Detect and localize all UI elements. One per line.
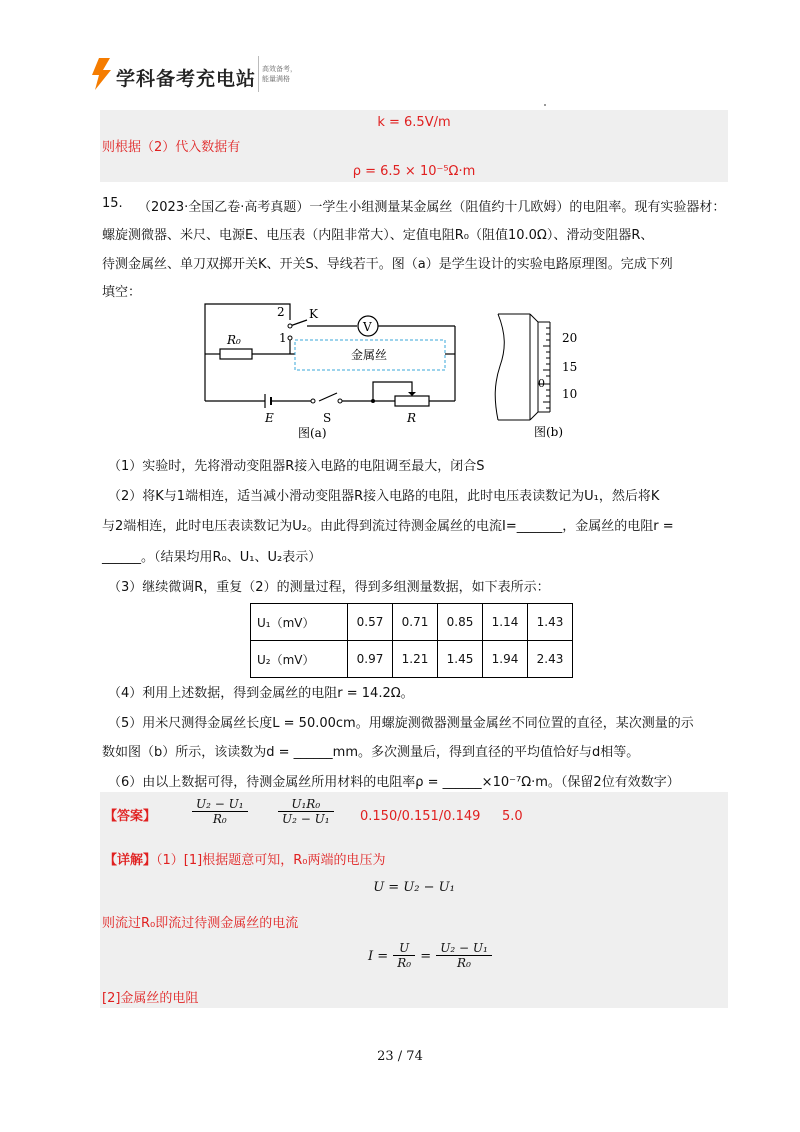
- frac-num: U₁R₀: [278, 797, 334, 812]
- caption-a: 图(a): [298, 426, 327, 440]
- table-row: [251, 604, 573, 641]
- sub-question-3: （3）继续微调R，重复（2）的测量过程，得到多组测量数据，如下表所示：: [108, 580, 550, 595]
- table-cell: 1.43: [528, 604, 573, 641]
- caption-b: 图(b): [534, 425, 564, 439]
- explain-line-3: [2]金属丝的电阻: [102, 991, 199, 1006]
- question-number: 15.: [102, 196, 123, 211]
- table-cell: 0.57: [348, 604, 393, 641]
- row-header-u1: U₁（mV）: [251, 604, 348, 641]
- page-number: 23 / 74: [377, 1049, 423, 1064]
- answer-resistance-formula: [278, 797, 334, 826]
- label-V: V: [363, 320, 372, 334]
- k-equation: k = 6.5V/m: [377, 115, 451, 130]
- brand-tagline: 高效备考，能量满格: [262, 65, 297, 83]
- label-wire: 金属丝: [351, 348, 388, 362]
- current-equation: I = $\frac{U}{\text{R₀}}$ = $\frac{\text{U₂ − U₁}}{\text{R₀}}$: [368, 941, 492, 970]
- answer-resistivity: 5.0: [502, 809, 523, 824]
- frac-den: R₀: [212, 812, 227, 826]
- tick-0: 0: [538, 377, 545, 390]
- explain-label: [104, 851, 385, 871]
- label-R0: R₀: [227, 333, 241, 347]
- sub-question-1: （1）实验时，先将滑动变阻器R接入电路的电阻调至最大，闭合S: [108, 459, 485, 474]
- prev-then-text: 则根据（2）代入数据有: [102, 140, 241, 155]
- answer-diameter: 0.150/0.151/0.149: [360, 809, 481, 824]
- table-cell: 1.21: [393, 641, 438, 678]
- sub-question-4: （4）利用上述数据，得到金属丝的电阻r = 14.2Ω。: [108, 686, 414, 701]
- tick-20: 20: [562, 331, 578, 345]
- explain-line-2: 则流过R₀即流过待测金属丝的电流: [102, 916, 299, 931]
- decor-dot: [544, 104, 546, 106]
- sub-question-5b: 数如图（b）所示，该读数为d = ______mm。多次测量后，得到直径的平均值恰好与d相等。: [102, 745, 640, 760]
- table-cell: 1.45: [438, 641, 483, 678]
- label-E: E: [265, 411, 274, 425]
- table-cell: 0.71: [393, 604, 438, 641]
- label-K: K: [309, 307, 318, 321]
- table-cell: 2.43: [528, 641, 573, 678]
- frac-den: U₂ − U₁: [282, 812, 330, 826]
- explain-label-text: 【详解】: [104, 853, 157, 868]
- table-cell: 0.97: [348, 641, 393, 678]
- sub-question-5a: （5）用米尺测得金属丝长度L = 50.00cm。用螺旋测微器测量金属丝不同位置的直径，某次测量的示: [108, 716, 694, 731]
- sub-question-2c: ______。（结果均用R₀、U₁、U₂表示）: [102, 550, 322, 565]
- logo-divider: [258, 56, 259, 92]
- label-R: R: [407, 411, 417, 425]
- tick-15: 15: [562, 360, 578, 374]
- question-line-2: 螺旋测微器、米尺、电源E、电压表（内阻非常大）、定值电阻R₀（阻值10.0Ω）、滑动变阻器R、: [102, 228, 654, 243]
- table-cell: 1.94: [483, 641, 528, 678]
- answer-current-formula: [192, 797, 248, 826]
- sub-question-2b: 与2端相连，此时电压表读数记为U₂。由此得到流过待测金属丝的电流I=_______，金属丝的电阻r =: [102, 519, 674, 534]
- question-line-3: 待测金属丝、单刀双掷开关K、开关S、导线若干。图（a）是学生设计的实验电路原理图。完成下列: [102, 257, 673, 272]
- explain-line-1: （1）[1]根据题意可知，R₀两端的电压为: [156, 853, 386, 868]
- label-1: 1: [279, 331, 287, 345]
- brand-name: 学科备考充电站: [116, 68, 257, 90]
- frac-num: U₂ − U₁: [192, 797, 248, 812]
- circuit-diagram: [195, 296, 470, 442]
- answer-label: 【答案】: [104, 809, 157, 824]
- question-line-1: （2023·全国乙卷·高考真题）一学生小组测量某金属丝（阻值约十几欧姆）的电阻率。现有实验器材：: [138, 200, 726, 215]
- label-S: S: [323, 411, 332, 425]
- table-row: [251, 641, 573, 678]
- row-header-u2: U₂（mV）: [251, 641, 348, 678]
- rho-equation: ρ = 6.5 × 10⁻⁵Ω·m: [352, 164, 476, 179]
- circuit-labels: [226, 305, 416, 440]
- measurement-table: [250, 603, 573, 678]
- label-2: 2: [277, 305, 285, 319]
- table-cell: 1.14: [483, 604, 528, 641]
- sub-question-6: （6）由以上数据可得，待测金属丝所用材料的电阻率ρ = ______×10⁻⁷Ω·m。（保留2位有效数字）: [108, 775, 680, 790]
- sub-question-2a: （2）将K与1端相连，适当减小滑动变阻器R接入电路的电阻，此时电压表读数记为U₁，然后将K: [108, 489, 660, 504]
- table-cell: 0.85: [438, 604, 483, 641]
- question-line-4: 填空：: [102, 285, 142, 300]
- tick-10: 10: [562, 387, 578, 401]
- voltage-equation: U = U₂ − U₁: [373, 880, 455, 895]
- lightning-logo-icon: [90, 58, 112, 90]
- micrometer-diagram: [490, 304, 610, 442]
